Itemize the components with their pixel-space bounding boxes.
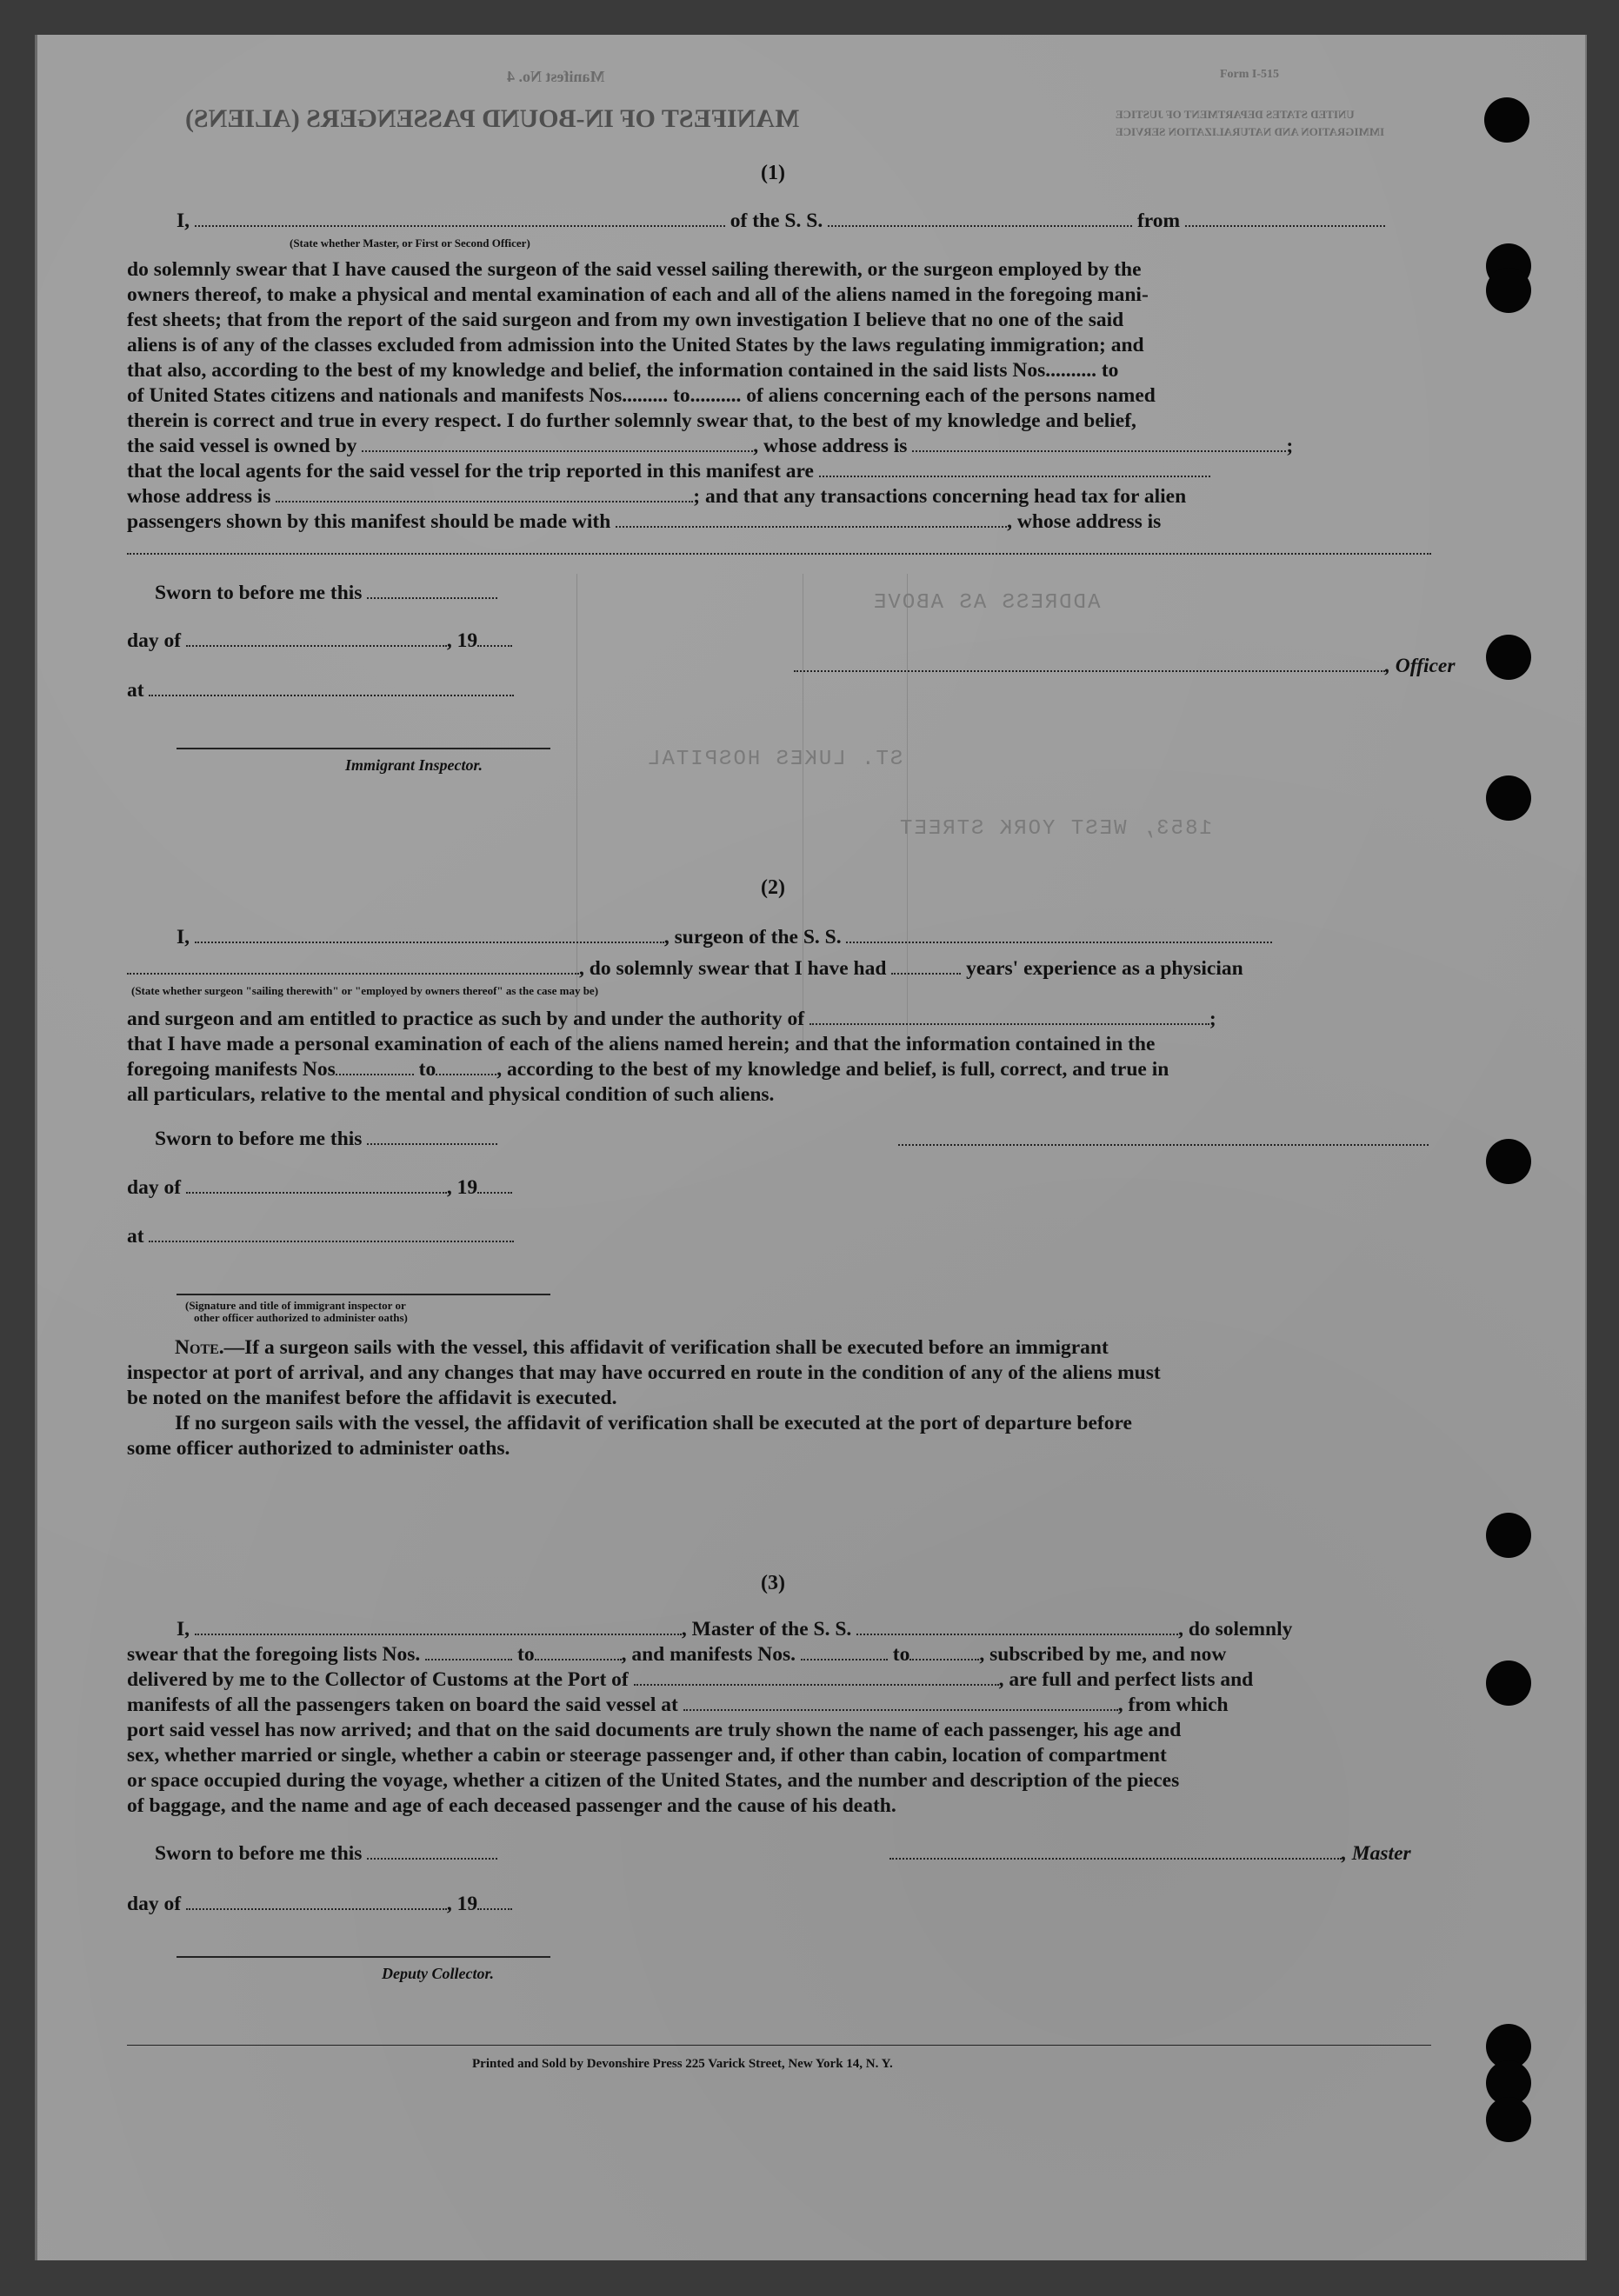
bleed-through-text: 1853, WEST YORK STREET: [898, 817, 1212, 841]
head-tax-address-blank[interactable]: [127, 553, 1431, 555]
s1-dayof: day of , 19: [127, 629, 512, 653]
punch-hole: [1486, 1660, 1531, 1706]
s3-sworn: Sworn to before me this: [155, 1841, 497, 1866]
from-blank[interactable]: [1185, 210, 1385, 227]
collector-sign-line[interactable]: [177, 1956, 550, 1958]
s1-officer-sign: , Officer: [794, 654, 1455, 678]
s2-inspector-sign-line[interactable]: [177, 1294, 550, 1295]
s1-year-blank[interactable]: [477, 629, 512, 647]
s3-boarded-blank[interactable]: [683, 1694, 1118, 1711]
s2-note-line: If no surgeon sails with the vessel, the affidavit of verification shall be executed at the port of departure before: [175, 1412, 1132, 1434]
s2-line-experience: , do solemnly swear that I have had years' experience as a physician: [127, 956, 1243, 981]
owner-blank[interactable]: [362, 435, 753, 452]
years-blank[interactable]: [891, 957, 961, 975]
s3-port-blank[interactable]: [634, 1668, 999, 1686]
s1-sworn: Sworn to before me this: [155, 581, 497, 605]
s2-sig-note: (Signature and title of immigrant inspector or: [185, 1299, 406, 1312]
master-sign-blank[interactable]: [889, 1842, 1342, 1860]
s3-lists-to-blank[interactable]: [535, 1643, 622, 1660]
vessel-blank[interactable]: [828, 210, 1132, 227]
owner-address-blank[interactable]: [912, 435, 1286, 452]
head-tax-blank[interactable]: [616, 510, 1007, 528]
manifest-page: [35, 35, 1587, 2260]
header-form-no: Manifest No. 4: [507, 68, 605, 85]
s1-officer-note: (State whether Master, or First or Second Officer): [290, 236, 530, 250]
s3-line-boarded: manifests of all the passengers taken on board the said vessel at , from which: [127, 1694, 1229, 1716]
s3-day-blank[interactable]: [186, 1893, 447, 1910]
bleed-through-text: ST. LUKES HOSPITAL: [646, 748, 903, 771]
s2-sworn: Sworn to before me this: [155, 1127, 497, 1151]
s2-year-blank[interactable]: [477, 1176, 512, 1194]
s1-day-blank[interactable]: [186, 629, 447, 647]
s1-body-line: aliens is of any of the classes excluded from admission into the United States by the laws regulating immigration; and: [127, 334, 1144, 356]
footer-printer: Printed and Sold by Devonshire Press 225 Varick Street, New York 14, N. Y.: [472, 2057, 893, 2071]
s3-body-line: port said vessel has now arrived; and that on the said documents are truly shown the name of each passenger, his age and: [127, 1719, 1182, 1741]
punch-hole: [1486, 775, 1531, 821]
s2-manifests: foregoing manifests Nos to , according to the best of my knowledge and belief, is full, correct, and true in: [127, 1058, 1169, 1081]
s2-status-note: (State whether surgeon "sailing therewith" or "employed by owners thereof" as the case may be): [131, 984, 599, 997]
punch-hole: [1486, 1513, 1531, 1558]
section-2-number: (2): [761, 876, 785, 899]
s1-at-blank[interactable]: [149, 679, 514, 696]
agents-blank[interactable]: [819, 460, 1210, 477]
s1-sworn-blank[interactable]: [367, 582, 497, 599]
punch-hole: [1486, 1139, 1531, 1184]
s3-line-master: I, , Master of the S. S. , do solemnly: [177, 1618, 1293, 1640]
s2-sworn-blank[interactable]: [367, 1128, 497, 1145]
s3-body-line: of baggage, and the name and age of each deceased passenger and the cause of his death.: [127, 1794, 896, 1817]
s1-body-line: fest sheets; that from the report of the said surgeon and from my own investigation I believe that no one of the said: [127, 309, 1124, 331]
s1-body-line: do solemnly swear that I have caused the surgeon of the said vessel sailing therewith, or the surgeon employed by the: [127, 258, 1142, 281]
s2-body-line: that I have made a personal examination of each of the aliens named herein; and that the information contained in the: [127, 1033, 1156, 1055]
s1-at: at: [127, 678, 514, 702]
s2-authority: and surgeon and am entitled to practice as such by and under the authority of ;: [127, 1008, 1216, 1030]
officer-blank[interactable]: [195, 210, 725, 227]
s1-body-line: therein is correct and true in every respect. I do further solemnly swear that, to the best of my knowledge and belief,: [127, 409, 1136, 432]
s3-collector-label: Deputy Collector.: [382, 1965, 494, 1982]
s2-dayof: day of , 19: [127, 1175, 512, 1200]
bleed-through-text: ADDRESS AS ABOVE: [872, 591, 1101, 615]
s3-sworn-blank[interactable]: [367, 1842, 497, 1860]
s1-agents-line: that the local agents for the said vessel for the trip reported in this manifest are: [127, 459, 1210, 483]
footer-rule: [127, 2045, 1431, 2046]
s3-line-lists: swear that the foregoing lists Nos. to , and manifests Nos. to , subscribed by me, and now: [127, 1643, 1227, 1666]
s1-body-line: of United States citizens and nationals and manifests Nos......... to.......... of aliens concerning each of the persons named: [127, 384, 1156, 407]
s3-dayof: day of , 19: [127, 1892, 512, 1916]
authority-blank[interactable]: [810, 1008, 1209, 1025]
s2-to-blank[interactable]: [436, 1058, 496, 1075]
s3-master-blank[interactable]: [195, 1618, 682, 1635]
s3-body-line: or space occupied during the voyage, whether a citizen of the United States, and the number and description of the pieces: [127, 1769, 1180, 1792]
s2-sig-note: other officer authorized to administer oaths): [194, 1311, 408, 1324]
s3-manifests-to-blank[interactable]: [909, 1643, 979, 1660]
header-form-code: Form I-515: [1220, 68, 1280, 81]
s3-line-port: delivered by me to the Collector of Customs at the Port of , are full and perfect lists and: [127, 1668, 1254, 1691]
s2-from-blank[interactable]: [336, 1058, 414, 1075]
s2-line-surgeon: I, , surgeon of the S. S.: [177, 925, 1272, 949]
s2-day-blank[interactable]: [186, 1176, 447, 1194]
header-dept: UNITED STATES DEPARTMENT OF JUSTICE: [1116, 108, 1355, 121]
s1-owned-line: the said vessel is owned by , whose address is ;: [127, 435, 1294, 457]
punch-hole: [1486, 635, 1531, 680]
punch-hole: [1484, 97, 1529, 143]
s2-status-blank[interactable]: [127, 957, 579, 975]
officer-sign-blank[interactable]: [794, 655, 1385, 672]
s2-body-line: all particulars, relative to the mental and physical condition of such aliens.: [127, 1083, 775, 1106]
punch-hole: [1486, 268, 1531, 313]
s2-at: at: [127, 1224, 514, 1248]
inspector-sign-line[interactable]: [177, 748, 550, 749]
s3-manifests-from-blank[interactable]: [801, 1643, 888, 1660]
s3-year-blank[interactable]: [477, 1893, 512, 1910]
section-1-number: (1): [761, 162, 785, 184]
s2-vessel-blank[interactable]: [846, 926, 1272, 943]
s1-inspector-label: Immigrant Inspector.: [345, 756, 483, 774]
s3-master-sign: , Master: [889, 1841, 1411, 1866]
s2-signature-blank[interactable]: [898, 1144, 1429, 1146]
s1-line-officer: I, of the S. S. from: [177, 209, 1385, 233]
s2-at-blank[interactable]: [149, 1225, 514, 1242]
surgeon-blank[interactable]: [195, 926, 664, 943]
s1-whose-line: whose address is ; and that any transactions concerning head tax for alien: [127, 485, 1187, 508]
s3-body-line: sex, whether married or single, whether a cabin or steerage passenger and, if other than cabin, location of compartment: [127, 1744, 1167, 1767]
s2-note-line: be noted on the manifest before the affidavit is executed.: [127, 1387, 617, 1409]
header-title: MANIFEST OF IN-BOUND PASSENGERS (ALIENS): [185, 104, 800, 133]
s2-note-line: Note.—If a surgeon sails with the vessel, this affidavit of verification shall be executed before an immigrant: [175, 1336, 1109, 1359]
s3-lists-from-blank[interactable]: [425, 1643, 512, 1660]
s3-vessel-blank[interactable]: [856, 1618, 1178, 1635]
s2-note-line: some officer authorized to administer oaths.: [127, 1437, 510, 1460]
agents-address-blank[interactable]: [276, 485, 693, 502]
s1-body-line: owners thereof, to make a physical and mental examination of each and all of the aliens named in the foregoing mani-: [127, 283, 1149, 306]
s2-note-line: inspector at port of arrival, and any changes that may have occurred en route in the condition of any of the aliens must: [127, 1361, 1161, 1384]
header-service: IMMIGRATION AND NATURALIZATION SERVICE: [1116, 125, 1385, 138]
section-3-number: (3): [761, 1572, 785, 1594]
s1-passengers-line: passengers shown by this manifest should be made with , whose address is: [127, 510, 1162, 533]
punch-hole: [1486, 2097, 1531, 2142]
s1-body-line: that also, according to the best of my knowledge and belief, the information contained in the said lists Nos.......... to: [127, 359, 1119, 382]
